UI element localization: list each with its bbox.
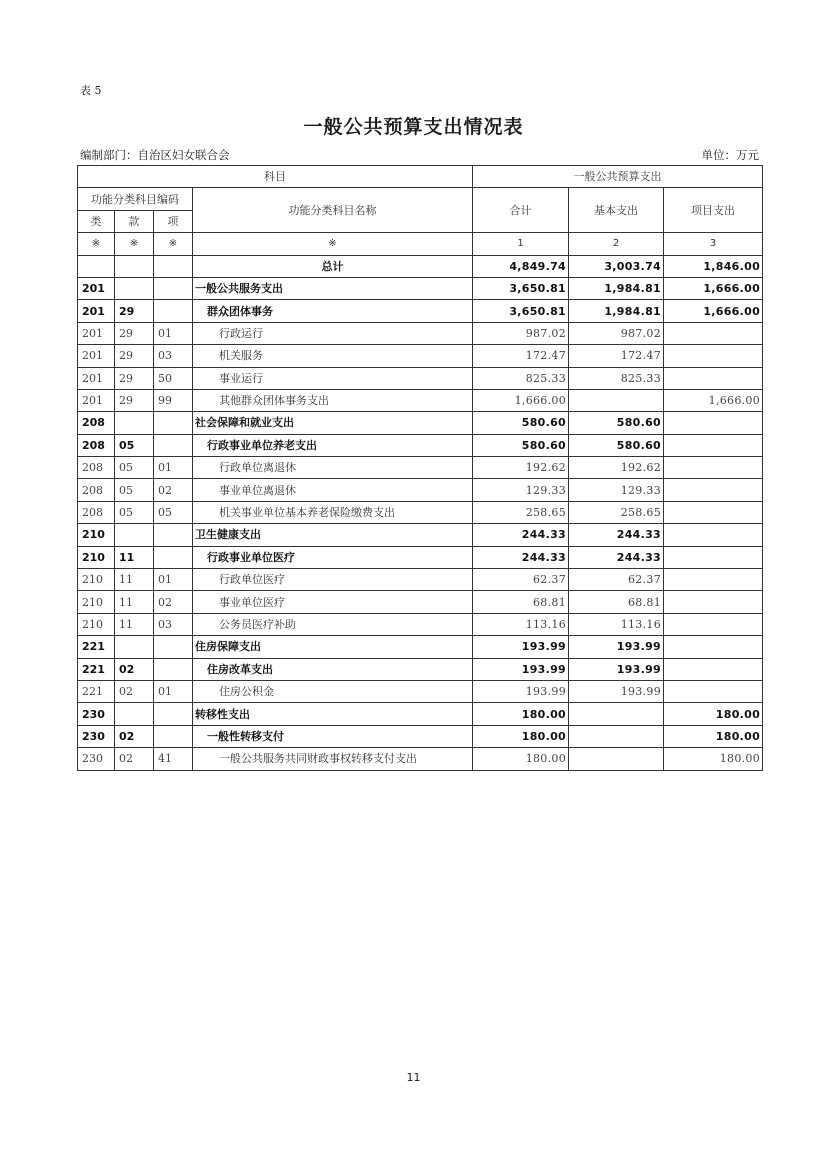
cell-basic: 3,003.74 bbox=[569, 255, 664, 277]
table-row bbox=[78, 725, 763, 747]
cell-project bbox=[664, 569, 763, 591]
cell-xiang: 03 bbox=[154, 613, 193, 635]
budget-table bbox=[77, 165, 763, 771]
cell-basic: 1,984.81 bbox=[569, 300, 664, 322]
cell-name: 行政事业单位养老支出 bbox=[193, 434, 473, 456]
cell-name: 事业单位医疗 bbox=[193, 591, 473, 613]
cell-xiang: 01 bbox=[154, 680, 193, 702]
cell-project: 1,666.00 bbox=[664, 277, 763, 299]
cell-kuan: 05 bbox=[115, 501, 154, 523]
cell-kuan: 05 bbox=[115, 457, 154, 479]
cell-name: 机关服务 bbox=[193, 345, 473, 367]
cell-name: 住房保障支出 bbox=[193, 636, 473, 658]
cell-name: 转移性支出 bbox=[193, 703, 473, 725]
cell-basic bbox=[569, 703, 664, 725]
header-xiang: 项 bbox=[154, 210, 193, 232]
cell-total: 193.99 bbox=[473, 680, 569, 702]
cell-xiang: 02 bbox=[154, 591, 193, 613]
cell-project bbox=[664, 434, 763, 456]
cell-total: 129.33 bbox=[473, 479, 569, 501]
cell-project bbox=[664, 345, 763, 367]
table-row bbox=[78, 546, 763, 568]
cell-lei: 221 bbox=[78, 658, 115, 680]
cell-xiang bbox=[154, 636, 193, 658]
cell-project: 180.00 bbox=[664, 748, 763, 770]
cell-xiang: 01 bbox=[154, 569, 193, 591]
cell-project bbox=[664, 479, 763, 501]
cell-kuan bbox=[115, 412, 154, 434]
cell-total: 193.99 bbox=[473, 658, 569, 680]
table-label: 表 5 bbox=[80, 84, 102, 97]
table-row bbox=[78, 434, 763, 456]
table-row bbox=[78, 389, 763, 411]
header-code-group: 功能分类科目编码 bbox=[78, 188, 193, 210]
page-number: 11 bbox=[406, 1071, 421, 1084]
cell-lei: 230 bbox=[78, 748, 115, 770]
cell-kuan: 05 bbox=[115, 479, 154, 501]
cell-total: 580.60 bbox=[473, 412, 569, 434]
cell-kuan: 29 bbox=[115, 367, 154, 389]
cell-name: 行政事业单位医疗 bbox=[193, 546, 473, 568]
cell-basic: 68.81 bbox=[569, 591, 664, 613]
cell-name: 社会保障和就业支出 bbox=[193, 412, 473, 434]
cell-total: 172.47 bbox=[473, 345, 569, 367]
cell-project bbox=[664, 524, 763, 546]
cell-kuan: 29 bbox=[115, 345, 154, 367]
cell-lei: 201 bbox=[78, 345, 115, 367]
table-row bbox=[78, 613, 763, 635]
cell-basic bbox=[569, 725, 664, 747]
cell-total: 1,666.00 bbox=[473, 389, 569, 411]
table-row bbox=[78, 479, 763, 501]
cell-kuan bbox=[115, 277, 154, 299]
cell-name: 机关事业单位基本养老保险缴费支出 bbox=[193, 501, 473, 523]
cell-name: 卫生健康支出 bbox=[193, 524, 473, 546]
cell-basic bbox=[569, 389, 664, 411]
cell-total: 68.81 bbox=[473, 591, 569, 613]
cell-name: 行政运行 bbox=[193, 322, 473, 344]
cell-xiang bbox=[154, 658, 193, 680]
cell-kuan bbox=[115, 524, 154, 546]
cell-lei: 210 bbox=[78, 591, 115, 613]
cell-kuan: 02 bbox=[115, 680, 154, 702]
table-row bbox=[78, 658, 763, 680]
cell-basic: 1,984.81 bbox=[569, 277, 664, 299]
cell-total: 580.60 bbox=[473, 434, 569, 456]
cell-name: 群众团体事务 bbox=[193, 300, 473, 322]
cell-xiang bbox=[154, 703, 193, 725]
cell-name: 其他群众团体事务支出 bbox=[193, 389, 473, 411]
cell-basic: 580.60 bbox=[569, 434, 664, 456]
cell-project bbox=[664, 546, 763, 568]
cell-basic: 825.33 bbox=[569, 367, 664, 389]
cell-kuan: 29 bbox=[115, 300, 154, 322]
cell-kuan: 11 bbox=[115, 591, 154, 613]
cell-name: 一般公共服务共同财政事权转移支付支出 bbox=[193, 748, 473, 770]
cell-basic: 129.33 bbox=[569, 479, 664, 501]
cell-kuan bbox=[115, 636, 154, 658]
cell-lei: 201 bbox=[78, 322, 115, 344]
header-basic: 基本支出 bbox=[569, 188, 664, 233]
header-lei: 类 bbox=[78, 210, 115, 232]
cell-xiang: 02 bbox=[154, 479, 193, 501]
cell-name: 一般公共服务支出 bbox=[193, 277, 473, 299]
table-row bbox=[78, 703, 763, 725]
col-number-2: 2 bbox=[569, 233, 664, 255]
cell-lei: 221 bbox=[78, 680, 115, 702]
cell-total: 244.33 bbox=[473, 546, 569, 568]
cell-project: 180.00 bbox=[664, 703, 763, 725]
cell-xiang: 50 bbox=[154, 367, 193, 389]
cell-project: 1,666.00 bbox=[664, 300, 763, 322]
cell-basic: 172.47 bbox=[569, 345, 664, 367]
mark-lei: ※ bbox=[78, 233, 115, 255]
cell-basic: 987.02 bbox=[569, 322, 664, 344]
cell-lei: 208 bbox=[78, 412, 115, 434]
cell-total: 258.65 bbox=[473, 501, 569, 523]
cell-name: 事业单位离退休 bbox=[193, 479, 473, 501]
cell-project: 1,846.00 bbox=[664, 255, 763, 277]
cell-xiang: 03 bbox=[154, 345, 193, 367]
cell-basic: 62.37 bbox=[569, 569, 664, 591]
cell-kuan: 11 bbox=[115, 613, 154, 635]
cell-total: 244.33 bbox=[473, 524, 569, 546]
cell-name: 住房改革支出 bbox=[193, 658, 473, 680]
cell-total: 192.62 bbox=[473, 457, 569, 479]
cell-lei: 208 bbox=[78, 457, 115, 479]
cell-name: 公务员医疗补助 bbox=[193, 613, 473, 635]
cell-project: 180.00 bbox=[664, 725, 763, 747]
cell-kuan: 02 bbox=[115, 658, 154, 680]
mark-xiang: ※ bbox=[154, 233, 193, 255]
cell-name: 总计 bbox=[193, 255, 473, 277]
header-total: 合计 bbox=[473, 188, 569, 233]
table-row bbox=[78, 277, 763, 299]
cell-lei: 210 bbox=[78, 613, 115, 635]
cell-lei: 201 bbox=[78, 300, 115, 322]
cell-basic: 192.62 bbox=[569, 457, 664, 479]
cell-name: 行政单位离退休 bbox=[193, 457, 473, 479]
cell-kuan: 05 bbox=[115, 434, 154, 456]
cell-name: 行政单位医疗 bbox=[193, 569, 473, 591]
header-row-codes bbox=[78, 188, 763, 210]
table-row bbox=[78, 569, 763, 591]
cell-kuan bbox=[115, 255, 154, 277]
cell-project bbox=[664, 501, 763, 523]
cell-name: 一般性转移支付 bbox=[193, 725, 473, 747]
cell-kuan: 02 bbox=[115, 748, 154, 770]
cell-kuan: 29 bbox=[115, 322, 154, 344]
cell-project bbox=[664, 457, 763, 479]
cell-lei: 201 bbox=[78, 277, 115, 299]
table-row bbox=[78, 322, 763, 344]
cell-xiang: 01 bbox=[154, 322, 193, 344]
cell-project bbox=[664, 658, 763, 680]
cell-kuan: 11 bbox=[115, 546, 154, 568]
cell-lei: 201 bbox=[78, 389, 115, 411]
cell-xiang bbox=[154, 725, 193, 747]
header-budget-group: 一般公共预算支出 bbox=[473, 166, 763, 188]
cell-project: 1,666.00 bbox=[664, 389, 763, 411]
cell-lei: 210 bbox=[78, 524, 115, 546]
cell-lei: 230 bbox=[78, 725, 115, 747]
cell-project bbox=[664, 636, 763, 658]
table-row bbox=[78, 412, 763, 434]
cell-total: 113.16 bbox=[473, 613, 569, 635]
cell-kuan bbox=[115, 703, 154, 725]
cell-basic: 193.99 bbox=[569, 658, 664, 680]
cell-xiang bbox=[154, 546, 193, 568]
cell-lei: 208 bbox=[78, 479, 115, 501]
cell-xiang bbox=[154, 277, 193, 299]
cell-xiang bbox=[154, 412, 193, 434]
cell-total: 3,650.81 bbox=[473, 277, 569, 299]
cell-project bbox=[664, 680, 763, 702]
header-row-subject bbox=[78, 166, 763, 188]
table-body bbox=[78, 255, 763, 770]
cell-xiang bbox=[154, 524, 193, 546]
cell-lei: 210 bbox=[78, 546, 115, 568]
cell-total: 193.99 bbox=[473, 636, 569, 658]
cell-xiang bbox=[154, 300, 193, 322]
table-row bbox=[78, 367, 763, 389]
col-number-1: 1 bbox=[473, 233, 569, 255]
cell-lei: 221 bbox=[78, 636, 115, 658]
cell-name: 事业运行 bbox=[193, 367, 473, 389]
cell-basic: 244.33 bbox=[569, 546, 664, 568]
cell-project bbox=[664, 322, 763, 344]
cell-project bbox=[664, 412, 763, 434]
cell-basic: 258.65 bbox=[569, 501, 664, 523]
cell-kuan: 11 bbox=[115, 569, 154, 591]
header-row-marks bbox=[78, 233, 763, 255]
unit-label: 单位：万元 bbox=[701, 148, 759, 162]
cell-xiang bbox=[154, 434, 193, 456]
header-kuan: 款 bbox=[115, 210, 154, 232]
cell-total: 987.02 bbox=[473, 322, 569, 344]
header-subject: 科目 bbox=[78, 166, 473, 188]
table-row bbox=[78, 255, 763, 277]
cell-xiang: 01 bbox=[154, 457, 193, 479]
header-project: 项目支出 bbox=[664, 188, 763, 233]
cell-total: 825.33 bbox=[473, 367, 569, 389]
cell-basic: 193.99 bbox=[569, 636, 664, 658]
cell-name: 住房公积金 bbox=[193, 680, 473, 702]
table-row bbox=[78, 524, 763, 546]
table-row bbox=[78, 636, 763, 658]
cell-total: 180.00 bbox=[473, 703, 569, 725]
cell-lei: 201 bbox=[78, 367, 115, 389]
cell-lei: 208 bbox=[78, 434, 115, 456]
cell-total: 4,849.74 bbox=[473, 255, 569, 277]
table-row bbox=[78, 457, 763, 479]
cell-lei: 208 bbox=[78, 501, 115, 523]
cell-total: 180.00 bbox=[473, 725, 569, 747]
cell-lei bbox=[78, 255, 115, 277]
col-number-3: 3 bbox=[664, 233, 763, 255]
cell-total: 62.37 bbox=[473, 569, 569, 591]
cell-project bbox=[664, 613, 763, 635]
cell-kuan: 29 bbox=[115, 389, 154, 411]
table-row bbox=[78, 680, 763, 702]
cell-project bbox=[664, 367, 763, 389]
cell-basic: 580.60 bbox=[569, 412, 664, 434]
cell-kuan: 02 bbox=[115, 725, 154, 747]
cell-xiang bbox=[154, 255, 193, 277]
cell-total: 3,650.81 bbox=[473, 300, 569, 322]
header-name: 功能分类科目名称 bbox=[193, 188, 473, 233]
mark-name: ※ bbox=[193, 233, 473, 255]
cell-basic: 244.33 bbox=[569, 524, 664, 546]
cell-xiang: 41 bbox=[154, 748, 193, 770]
table-row bbox=[78, 591, 763, 613]
table-row bbox=[78, 501, 763, 523]
cell-lei: 210 bbox=[78, 569, 115, 591]
cell-lei: 230 bbox=[78, 703, 115, 725]
cell-basic bbox=[569, 748, 664, 770]
table-row bbox=[78, 300, 763, 322]
cell-xiang: 05 bbox=[154, 501, 193, 523]
cell-project bbox=[664, 591, 763, 613]
cell-xiang: 99 bbox=[154, 389, 193, 411]
table-row bbox=[78, 748, 763, 770]
table-row bbox=[78, 345, 763, 367]
cell-total: 180.00 bbox=[473, 748, 569, 770]
page-title: 一般公共预算支出情况表 bbox=[303, 116, 524, 138]
mark-kuan: ※ bbox=[115, 233, 154, 255]
compiling-department: 编制部门：自治区妇女联合会 bbox=[80, 148, 230, 162]
cell-basic: 113.16 bbox=[569, 613, 664, 635]
cell-basic: 193.99 bbox=[569, 680, 664, 702]
